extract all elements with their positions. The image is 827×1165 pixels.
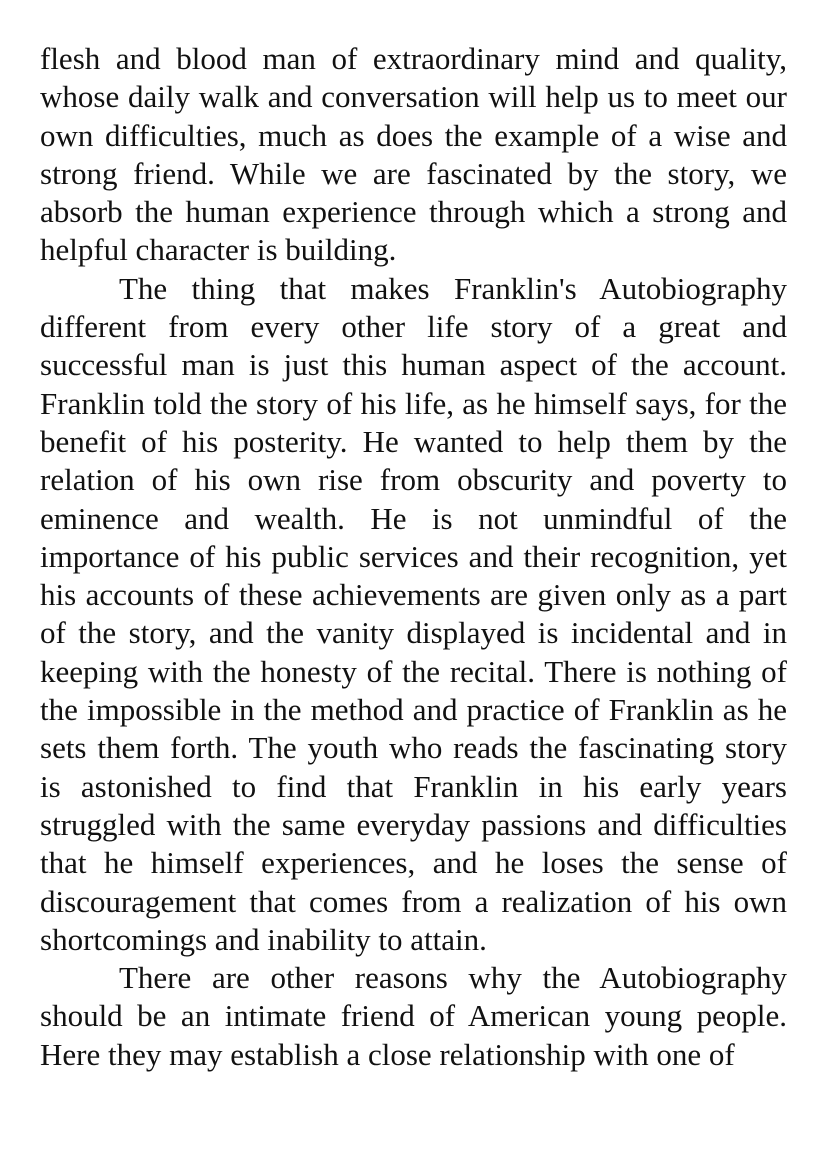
paragraph-continuation: flesh and blood man of extraordinary mind and quality, whose daily walk and conversation will help us to meet our own difficulties, much as does the example of a wise and strong friend. While we are fascinated by the story, we absorb the human experience through which a strong and helpful character is building. — [40, 41, 787, 268]
paragraph-other-reasons: There are other reasons why the Autobiography should be an intimate friend of American young people. Here they may establish a close relationship with one of — [40, 960, 787, 1072]
document-page — [40, 40, 787, 1074]
paragraph-franklin-autobiography: The thing that makes Franklin's Autobiography different from every other life story of a great and successful man is just this human aspect of the account. Franklin told the story of his life, as he himself says, for the benefit of his posterity. He wanted to help them by the relation of his own rise from obscurity and poverty to eminence and wealth. He is not unmindful of the importance of his public services and their recognition, yet his accounts of these achievements are given only as a part of the story, and the vanity displayed is incidental and in keeping with the honesty of the recital. There is nothing of the impossible in the method and practice of Franklin as he sets them forth. The youth who reads the fascinating story is astonished to find that Franklin in his early years struggled with the same everyday passions and difficulties that he himself experiences, and he loses the sense of discouragement that comes from a realization of his own shortcomings and inability to attain. — [40, 270, 787, 957]
